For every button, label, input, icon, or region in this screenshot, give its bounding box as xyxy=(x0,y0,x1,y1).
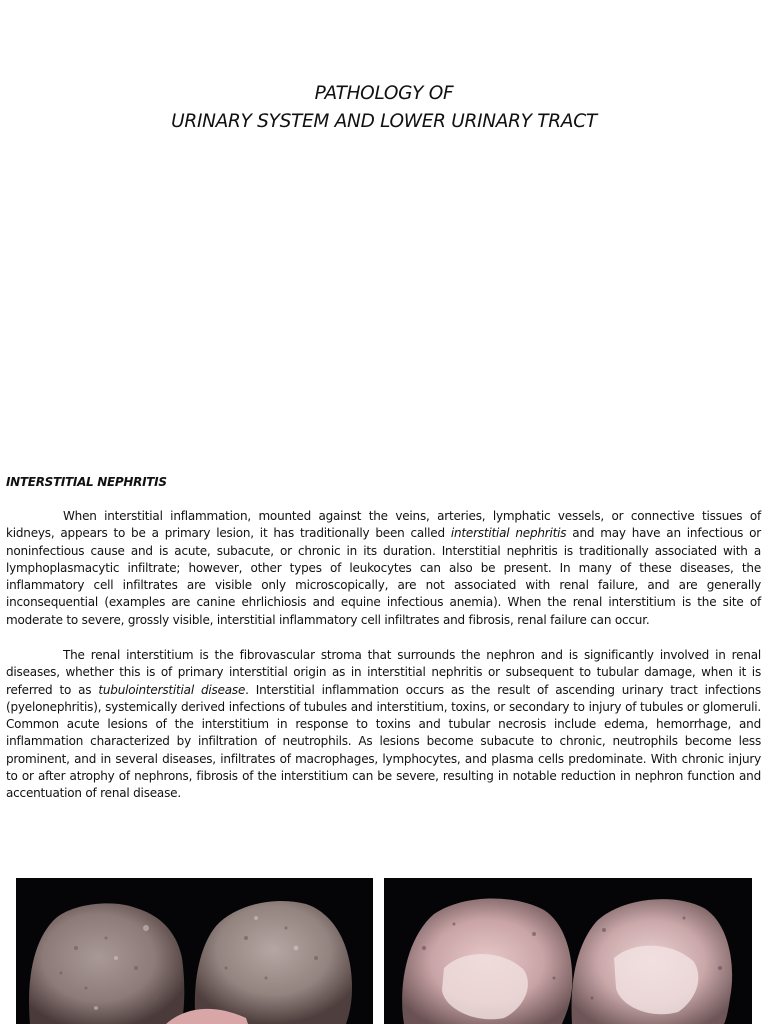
document-title xyxy=(0,80,768,136)
paragraph-2-text-start: The renal interstitium is the fibrovascular stroma that surrounds the nephron and is significantly involved in renal diseases, whether this is of primary interstitial origin as in interstitial nephritis or subsequent to tubular damage, when it is referred to as xyxy=(6,648,761,697)
kidney-cut-surface-photo xyxy=(384,878,752,1024)
paragraph-2-emphasis: tubulointerstitial disease xyxy=(98,682,246,697)
kidney-cut-surface-image xyxy=(384,878,752,1024)
title-line-2: URINARY SYSTEM AND LOWER URINARY TRACT xyxy=(171,111,597,132)
paragraph-1-emphasis: interstitial nephritis xyxy=(450,526,567,541)
title-line-1: PATHOLOGY OF xyxy=(314,83,454,104)
paragraph-1 xyxy=(6,508,761,629)
kidney-surface-photo xyxy=(16,878,373,1024)
paragraph-1-text-start: When interstitial inflammation, mounted against the veins, arteries, lymphatic vessels, or connective tissues of kidneys, appears to be a primary lesion, it has traditionally been called xyxy=(6,509,761,541)
paragraph-1-text-end: and may have an infectious or noninfectious cause and is acute, subacute, or chronic in its duration. Interstitial nephritis is traditionally associated with a lymphoplasmacytic infiltrate; however, other types of leukocytes can also be present. In many of these diseases, the inflammatory cell infiltrates are visible only microscopically, are not associated with renal failure, and are generally inconsequential (examples are canine ehrlichiosis and equine infectious anemia). When the renal interstitium is the site of moderate to severe, grossly visible, interstitial inflammatory cell infiltrates and fibrosis, renal failure can occur. xyxy=(6,526,761,627)
section-heading: INTERSTITIAL NEPHRITIS xyxy=(6,475,167,489)
paragraph-2-text-end: . Interstitial inflammation occurs as the result of ascending urinary tract infections (pyelonephritis), systemically derived infections of tubules and interstitium, toxins, or secondary to injury of tubules or glomeruli. Common acute lesions of the interstitium in response to toxins and tubular necrosis include edema, hemorrhage, and inflammation characterized by infiltration of neutrophils. As lesions become subacute to chronic, neutrophils become less prominent, and in several diseases, infiltrates of macrophages, lymphocytes, and plasma cells predominate. With chronic injury to or after atrophy of nephrons, fibrosis of the interstitium can be severe, resulting in notable reduction in nephron function and accentuation of renal disease. xyxy=(6,682,761,801)
kidney-surface-image xyxy=(16,878,373,1024)
paragraph-2 xyxy=(6,647,761,803)
